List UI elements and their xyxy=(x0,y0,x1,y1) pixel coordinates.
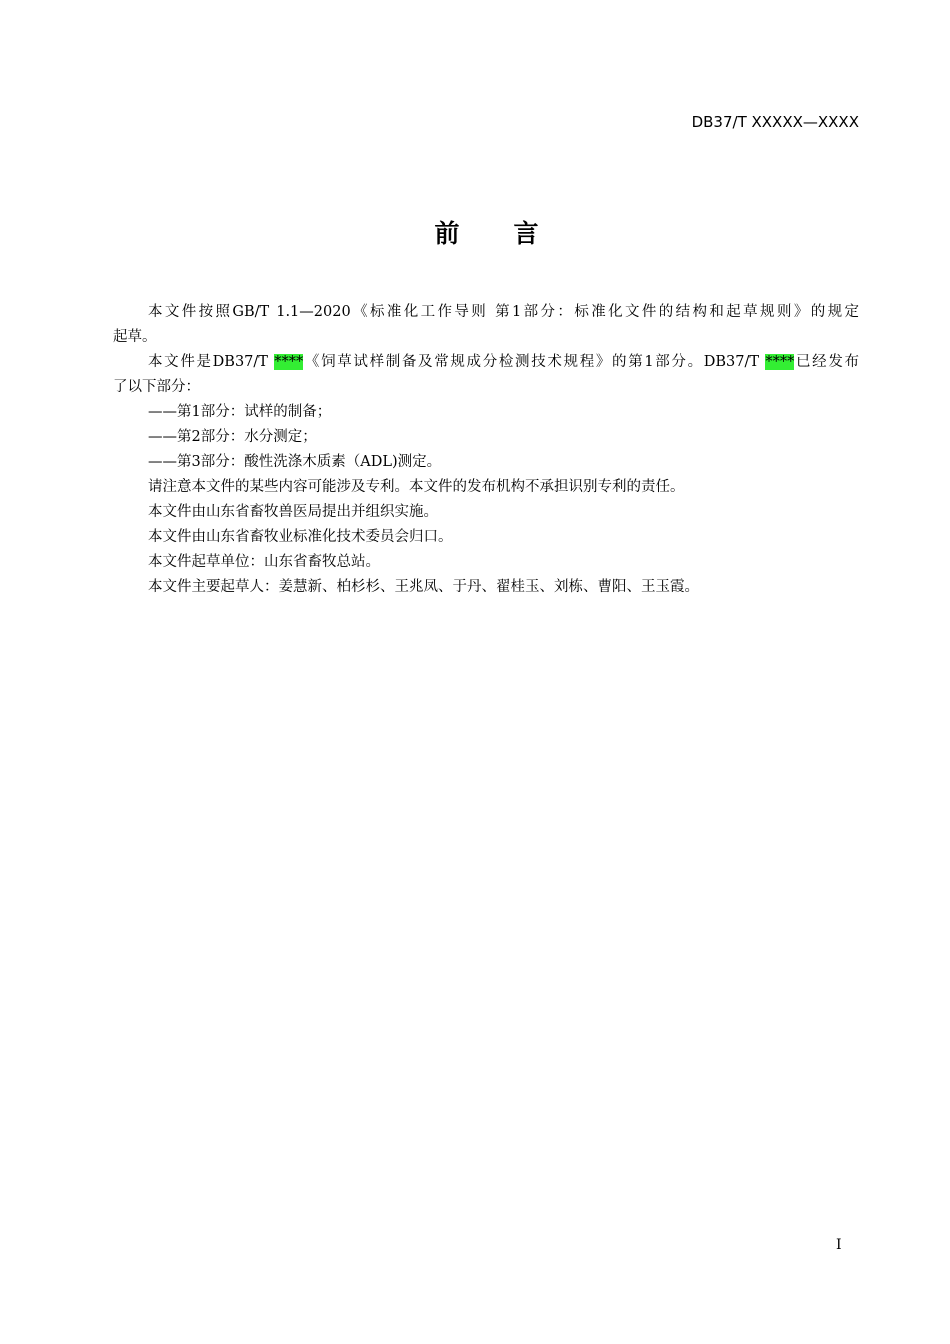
page-title xyxy=(0,214,950,250)
part-list-item: ——第1部分：试样的制备； xyxy=(148,404,332,420)
drafters: 本文件主要起草人：姜慧新、柏杉杉、王兆凤、于丹、翟桂玉、刘栋、曹阳、王玉霞。 xyxy=(148,579,699,595)
drafting-unit: 本文件起草单位：山东省畜牧总站。 xyxy=(148,554,380,570)
text-segment: 已经发布 xyxy=(794,354,860,370)
paragraph-line: 起草。 xyxy=(113,329,157,345)
text-segment: 《饲草试样制备及常规成分检测技术规程》的第1部分。DB37/T xyxy=(303,354,766,370)
page-number: I xyxy=(836,1237,842,1253)
paragraph-series-parts xyxy=(113,350,859,400)
paragraph-line: 本文件按照GB/T 1.1—2020《标准化工作导则 第1部分：标准化文件的结构和起草规则》的规定 xyxy=(148,304,859,320)
highlighted-placeholder: **** xyxy=(274,354,304,370)
part-list-item: ——第2部分：水分测定； xyxy=(148,429,317,445)
document-code-header: DB37/T XXXXX—XXXX xyxy=(691,113,859,131)
centralized-by: 本文件由山东省畜牧业标准化技术委员会归口。 xyxy=(148,529,453,545)
title-char-1: 前 xyxy=(434,219,462,248)
paragraph-line xyxy=(113,350,859,375)
proposed-by: 本文件由山东省畜牧兽医局提出并组织实施。 xyxy=(148,504,438,520)
patent-notice: 请注意本文件的某些内容可能涉及专利。本文件的发布机构不承担识别专利的责任。 xyxy=(148,479,685,495)
paragraph-line: 了以下部分： xyxy=(113,379,200,395)
highlighted-placeholder: **** xyxy=(765,354,795,370)
text-segment: 本文件是DB37/T xyxy=(148,354,275,370)
paragraph-standard-basis xyxy=(113,300,859,350)
title-char-2: 言 xyxy=(513,219,541,248)
part-list-item: ——第3部分：酸性洗涤木质素（ADL)测定。 xyxy=(148,454,442,470)
foreword-body xyxy=(113,300,859,600)
